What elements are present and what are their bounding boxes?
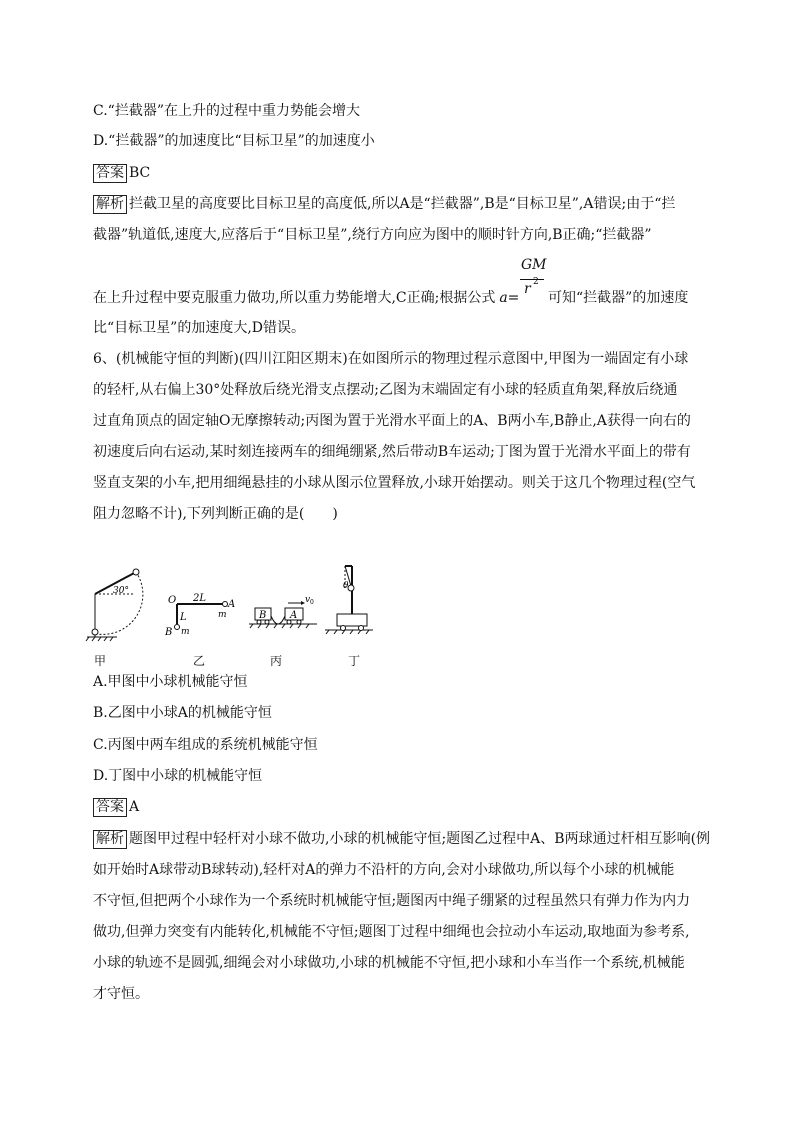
yi-m-right: m	[218, 610, 227, 620]
figure-bing	[249, 595, 317, 628]
label-yi: 乙	[193, 654, 206, 668]
yi-m-bottom: m	[181, 627, 190, 637]
q5-analysis-line1	[93, 194, 675, 214]
q6-option-c: C.丙图中两车组成的系统机械能守恒	[93, 737, 318, 753]
q5-analysis-line3-end: 可知“拦截器”的加速度	[548, 290, 689, 306]
q6-stem-line2: 的轻杆,从右偏上30°处释放后绕光滑支点摆动;乙图为末端固定有小球的轻质直角架,释放后绕通	[93, 382, 678, 398]
q6-stem-line6: 阻力忽略不计),下列判断正确的是( )	[93, 506, 338, 522]
q6-analysis-line1	[93, 829, 710, 849]
q6-analysis-line5: 小球的轨迹不是圆弧,细绳会对小球做功,小球的机械能不守恒,把小球和小车当作一个系统,机械能	[93, 955, 685, 971]
fraction-denominator: r	[524, 281, 531, 297]
figure-yi	[164, 593, 235, 638]
bing-v-sub: 0	[310, 599, 314, 606]
analysis-text: 在上升过程中要克服重力做功,所以重力势能增大,C正确;根据公式	[93, 290, 496, 306]
q6-stem-line4: 初速度后向右运动,某时刻连接两车的细绳绷紧,然后带动B车运动;丁图为置于光滑水平面上的带有	[93, 444, 691, 460]
q6-analysis-line3: 不守恒,但把两个小球作为一个系统时机械能守恒;题图丙中绳子绷紧的过程虽然只有弹力作为内力	[93, 893, 691, 909]
analysis-tag: 解析	[93, 830, 127, 849]
figure-jia	[86, 569, 143, 641]
q5-analysis-line3	[93, 288, 519, 308]
q6-option-b: B.乙图中小球A的机械能守恒	[93, 705, 272, 721]
label-ding: 丁	[348, 654, 361, 668]
bing-v: v	[305, 595, 311, 605]
fraction-exponent: 2	[533, 277, 539, 287]
yi-L: L	[180, 612, 187, 623]
analysis-tag: 解析	[93, 195, 127, 214]
q6-stem-line3: 过直角顶点的固定轴O无摩擦转动;丙图为置于光滑水平面上的A、B两小车,B静止,A获得一向右的	[93, 413, 691, 429]
yi-O: O	[168, 595, 177, 606]
q6-analysis-line6: 才守恒。	[93, 986, 149, 1002]
q6-analysis-line2: 如开始时A球带动B球转动),轻杆对A的弹力不沿杆的方向,会对小球做功,所以每个小球的机械能	[93, 862, 675, 878]
yi-B: B	[165, 627, 173, 638]
figure-ding	[325, 566, 373, 634]
q6-answer-row	[93, 797, 139, 817]
jia-angle-label: 30°	[113, 586, 129, 596]
q5-option-d: D.“拦截器”的加速度比“目标卫星”的加速度小	[93, 133, 375, 149]
label-bing: 丙	[270, 654, 283, 668]
ding-theta: θ	[343, 581, 349, 591]
answer-value: A	[129, 799, 140, 815]
formula-variable: a=	[499, 290, 520, 306]
label-jia: 甲	[94, 654, 107, 668]
fraction-numerator: GM	[521, 257, 547, 273]
answer-value: BC	[129, 165, 151, 181]
yi-2L: 2L	[193, 593, 207, 604]
q6-option-a: A.甲图中小球机械能守恒	[93, 674, 248, 690]
q6-figure	[85, 560, 395, 645]
answer-tag: 答案	[93, 798, 127, 817]
q6-analysis-line4: 做功,但弹力突变有内能转化,机械能不守恒;题图丁过程中细绳也会拉动小车运动,取地面为参考系,	[93, 924, 690, 940]
q5-analysis-line2: 截器”轨道低,速度大,应落后于“目标卫星”,绕行方向应为图中的顺时针方向,B正确;“拦截器”	[93, 227, 652, 243]
q5-option-c: C.“拦截器”在上升的过程中重力势能会增大	[93, 103, 360, 119]
fraction-bar	[520, 279, 544, 280]
q6-stem-line1: 6、(机械能守恒的判断)(四川江阳区期末)在如图所示的物理过程示意图中,甲图为一端固定有小球	[93, 351, 689, 367]
bing-A: A	[290, 610, 298, 621]
q6-stem-line5: 竖直支架的小车,把用细绳悬挂的小球从图示位置释放,小球开始摆动。则关于这几个物理过程(空气	[93, 475, 696, 491]
q5-analysis-line4: 比“目标卫星”的加速度大,D错误。	[93, 320, 305, 336]
bing-B: B	[259, 610, 267, 621]
analysis-text: 拦截卫星的高度要比目标卫星的高度低,所以A是“拦截器”,B是“目标卫星”,A错误;由于“拦	[129, 196, 676, 212]
q6-option-d: D.丁图中小球的机械能守恒	[93, 768, 263, 784]
yi-A: A	[228, 599, 236, 610]
analysis-text: 题图甲过程中轻杆对小球不做功,小球的机械能守恒;题图乙过程中A、B两球通过杆相互影响(例	[129, 831, 711, 847]
answer-tag: 答案	[93, 164, 127, 183]
q5-answer-row	[93, 163, 150, 183]
